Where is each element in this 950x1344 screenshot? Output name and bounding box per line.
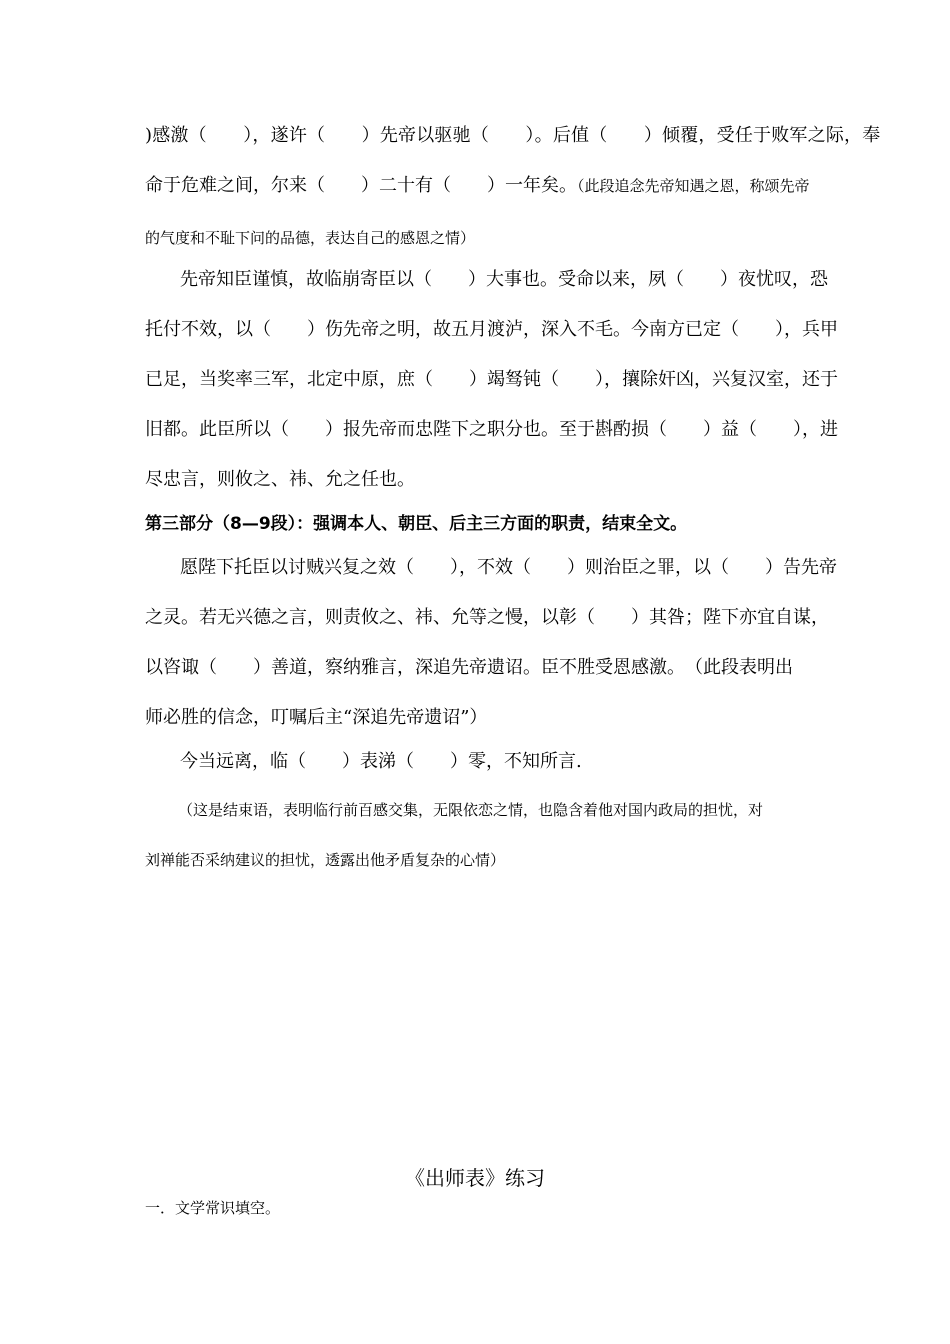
exercise-title: 《出师表》练习: [405, 1166, 545, 1190]
text-line-2: [145, 174, 810, 198]
exercise-section-heading: 一．文学常识填空。: [145, 1199, 281, 1217]
text-line-4: 先帝知臣谨慎，故临崩寄臣以（ ）大事也。受命以来，夙（ ）夜忧叹，恐: [180, 269, 828, 290]
text-line-13: 今当远离，临（ ）表涕（ ）零，不知所言.: [180, 751, 582, 772]
text-line-1: )感激（ ），遂许（ ）先帝以驱驰（ ）。后值（ ）倾覆，受任于败军之际，奉: [145, 125, 881, 146]
section-heading: 第三部分（8—9段）：强调本人、朝臣、后主三方面的职责，结束全文。: [145, 514, 688, 534]
text-line-10: 之灵。若无兴德之言，则责攸之、祎、允等之慢，以彰（ ）其咎；陛下亦宜自谋，: [145, 607, 829, 628]
text-line-15: 刘禅能否采纳建议的担忧，透露出他矛盾复杂的心情）: [145, 851, 506, 869]
text-line-2-note: （此段追念先帝知遇之恩，称颂先帝: [577, 177, 810, 195]
text-line-6: 已足，当奖率三军，北定中原，庶（ ）竭驽钝（ ），攘除奸凶，兴复汉室，还于: [145, 369, 838, 390]
text-line-14: （这是结束语，表明临行前百感交集，无限依恋之情，也隐含着他对国内政局的担忧，对: [178, 801, 764, 819]
text-line-5: 托付不效，以（ ）伤先帝之明，故五月渡泸，深入不毛。今南方已定（ ），兵甲: [145, 319, 838, 340]
text-line-11: 以咨诹（ ）善道，察纳雅言，深追先帝遗诏。臣不胜受恩感激。 （此段表明出: [145, 657, 793, 678]
text-line-9: 愿陛下托臣以讨贼兴复之效（ ），不效（ ）则治臣之罪，以（ ）告先帝: [180, 557, 837, 578]
text-line-7: 旧都。此臣所以（ ）报先帝而忠陛下之职分也。至于斟酌损（ ）益（ ），进: [145, 419, 838, 440]
text-line-8: 尽忠言，则攸之、祎、允之任也。: [145, 469, 415, 490]
text-line-12: 师必胜的信念，叮嘱后主“深追先帝遗诏”）: [145, 707, 488, 728]
text-line-3: 的气度和不耻下问的品德，表达自己的感恩之情）: [145, 229, 476, 247]
text-line-2-main: 命于危难之间，尔来（ ）二十有（ ）一年矣。: [145, 175, 577, 196]
